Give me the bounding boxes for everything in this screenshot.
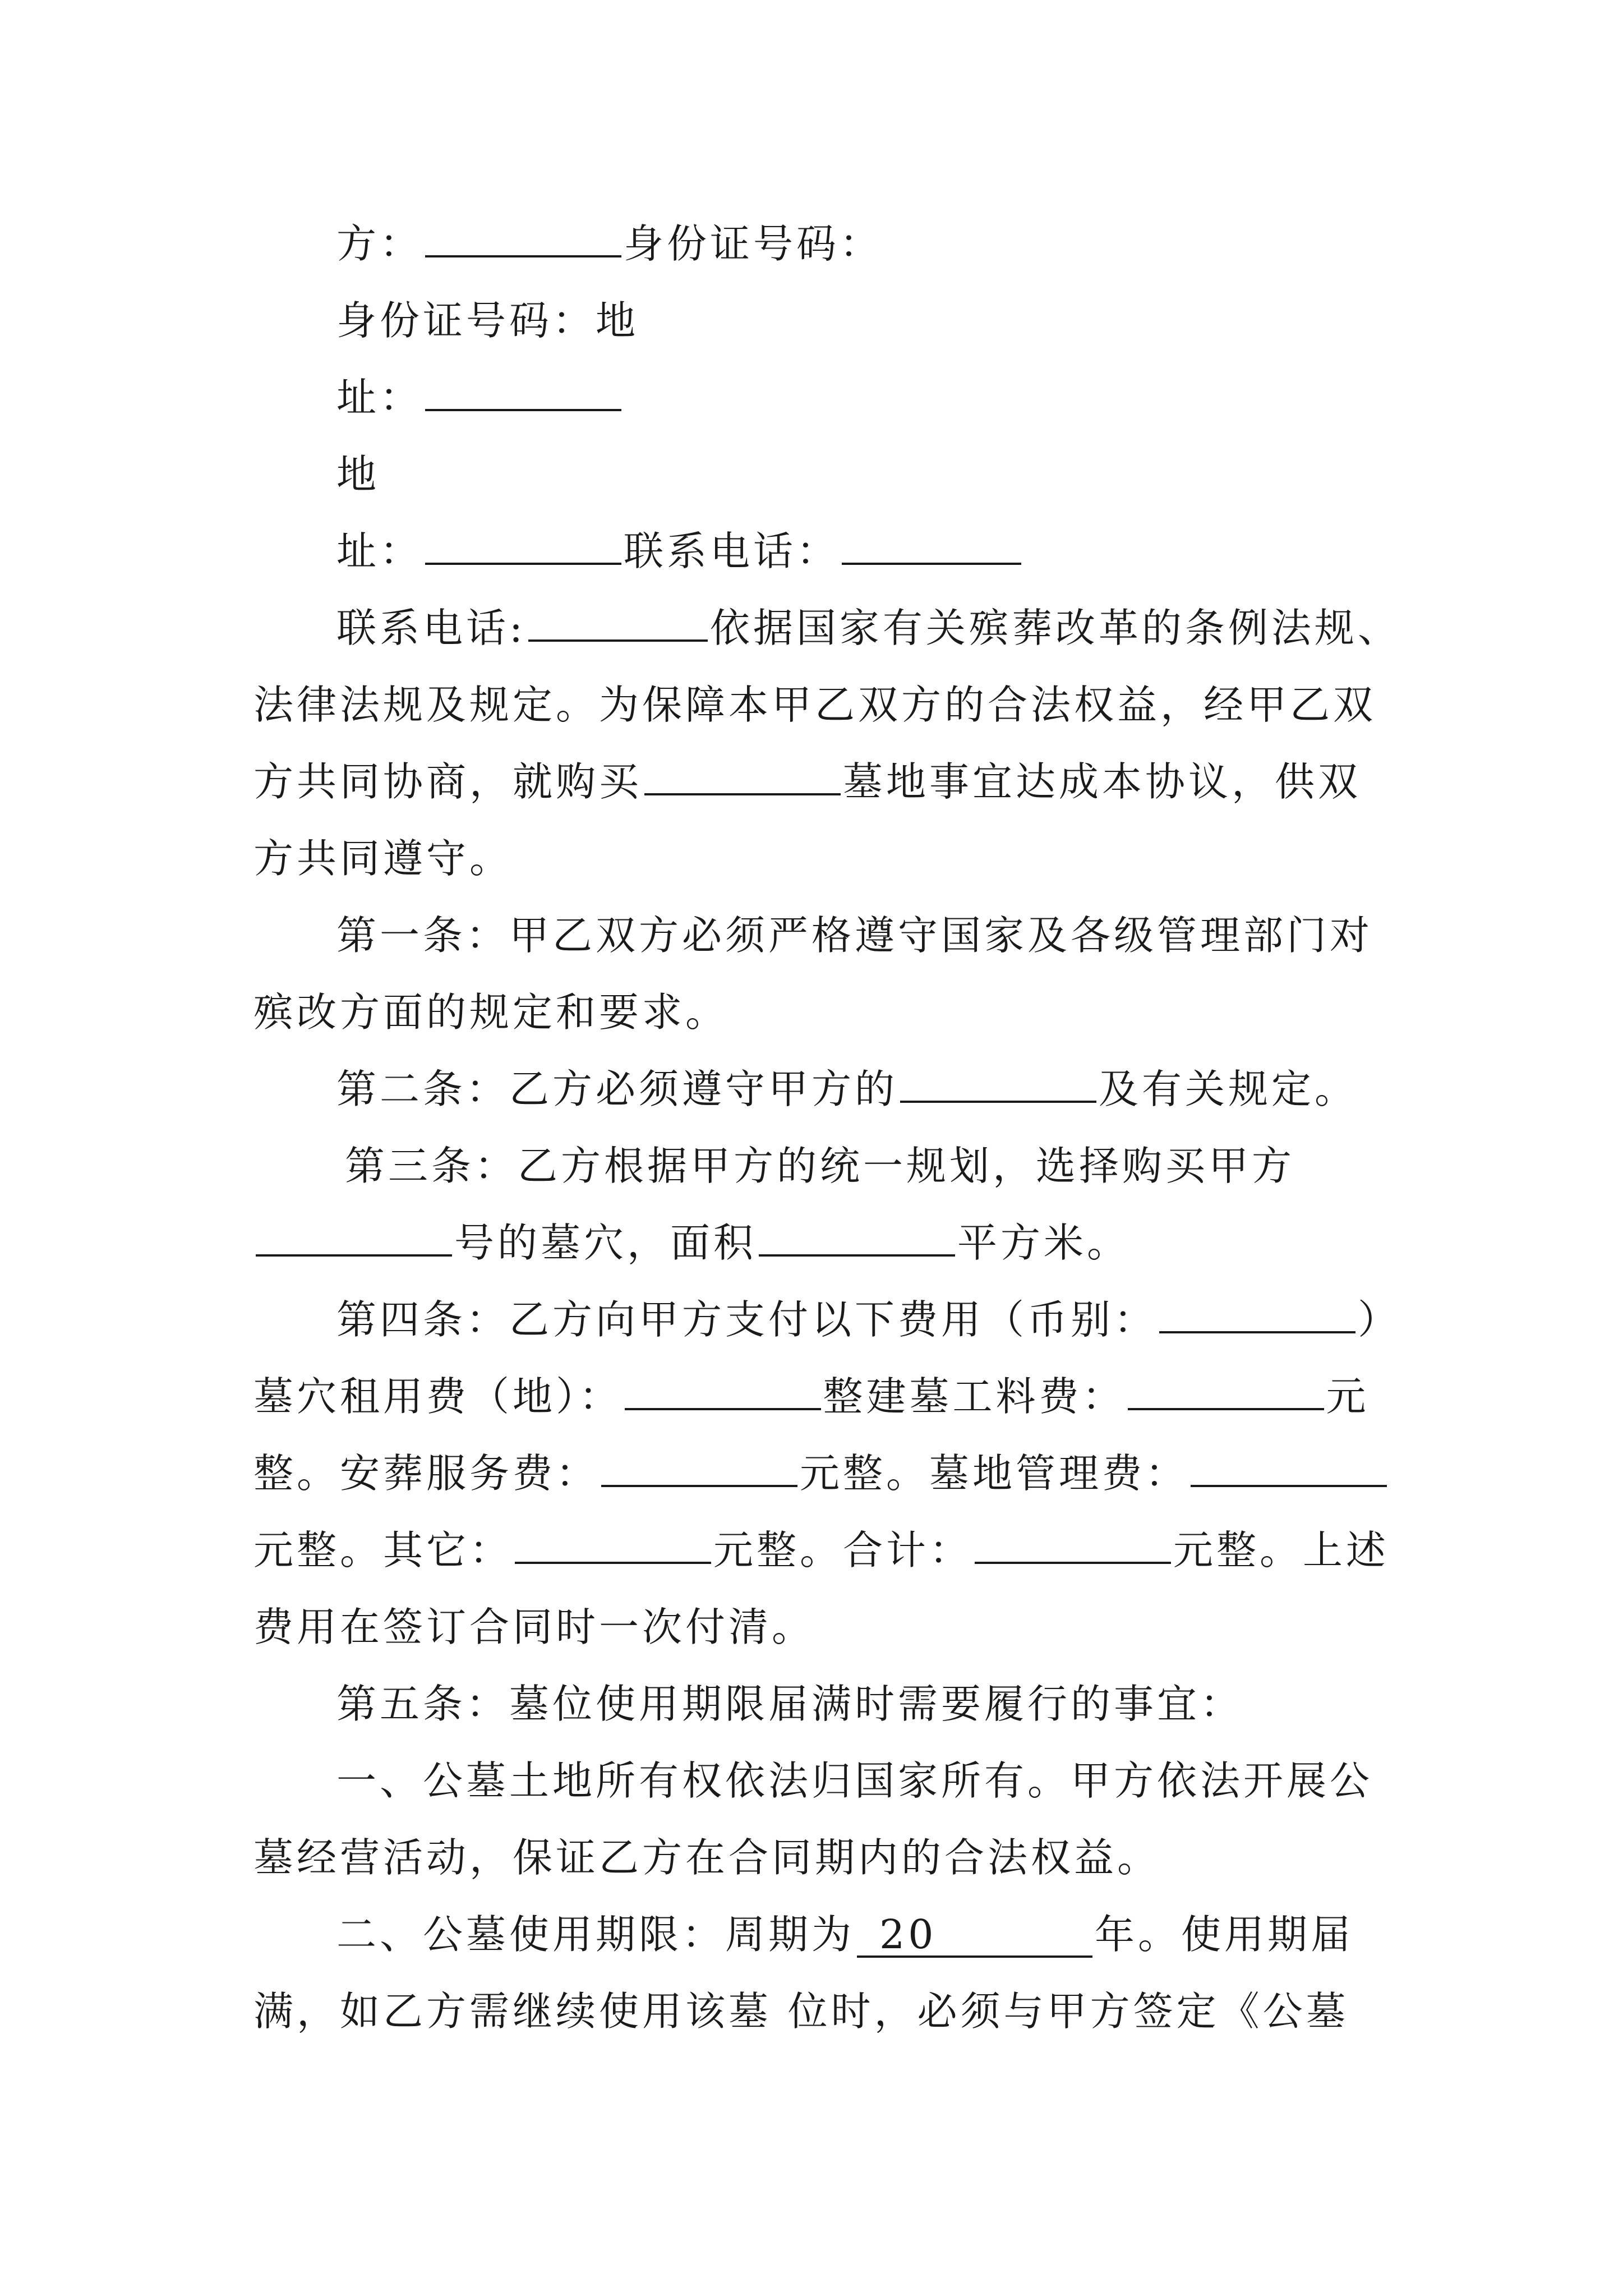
text: 殡改方面的规定和要求。 xyxy=(253,989,729,1036)
text: 依据国家有关殡葬改革的条例法规、 xyxy=(709,605,1401,651)
line-13 xyxy=(345,1138,1410,1194)
text: 满，如乙方需继续使用该墓 位时，必须与甲方签定《公墓 xyxy=(253,1988,1349,2035)
fill-blank xyxy=(842,526,1021,565)
text: 第三条：乙方根据甲方的统一规划，选择购买甲方 xyxy=(345,1143,1295,1189)
line-4 xyxy=(336,447,1402,503)
line-5 xyxy=(336,523,1402,579)
text: 方： xyxy=(336,220,423,267)
line-16 xyxy=(253,1369,1392,1425)
line-15 xyxy=(336,1292,1402,1348)
fill-blank xyxy=(644,756,841,795)
period-value: 20 xyxy=(857,1914,1092,1958)
text: 一、公墓土地所有权依法归国家所有。甲方依法开展公 xyxy=(336,1757,1373,1804)
fill-blank xyxy=(256,1217,452,1257)
line-18 xyxy=(253,1522,1392,1579)
text: 第二条：乙方必须遵守甲方的 xyxy=(336,1066,898,1112)
text: 平方米。 xyxy=(957,1220,1131,1266)
text: ） xyxy=(1358,1296,1401,1343)
text: 身份证号码： xyxy=(624,220,883,267)
text: 整。安葬服务费： xyxy=(253,1450,600,1497)
line-1 xyxy=(336,216,1402,272)
line-24 xyxy=(253,1984,1392,2040)
line-20 xyxy=(336,1676,1402,1732)
text: 及有关规定。 xyxy=(1099,1066,1358,1112)
text: 元整。上述 xyxy=(1173,1527,1390,1573)
line-23 xyxy=(336,1907,1402,1963)
fill-blank xyxy=(625,1371,821,1410)
line-6 xyxy=(336,600,1402,656)
text: 联系电话: xyxy=(336,605,526,651)
line-22 xyxy=(253,1830,1392,1886)
fill-blank xyxy=(425,526,621,565)
fill-blank xyxy=(601,1448,797,1487)
text: 元整。合计： xyxy=(713,1527,973,1573)
line-7 xyxy=(253,677,1392,733)
fill-blank xyxy=(515,1525,711,1564)
text: 年。使用期届 xyxy=(1095,1911,1354,1958)
text: 费用在签订合同时一次付清。 xyxy=(253,1604,815,1650)
line-2 xyxy=(336,293,1402,349)
text: 第五条：墓位使用期限届满时需要履行的事宜： xyxy=(336,1681,1244,1727)
text: 第四条：乙方向甲方支付以下费用（币别： xyxy=(336,1296,1158,1343)
line-10 xyxy=(336,908,1402,964)
text: 元整。墓地管理费： xyxy=(800,1450,1189,1497)
fill-blank xyxy=(1191,1448,1387,1487)
text: 身份证号码：地 xyxy=(336,297,639,344)
line-19 xyxy=(253,1599,1392,1655)
line-11 xyxy=(253,984,1392,1041)
text: 地 xyxy=(336,451,380,498)
line-14 xyxy=(253,1215,1392,1271)
text: 元整。其它： xyxy=(253,1527,513,1573)
text: 号的墓穴，面积 xyxy=(454,1220,757,1266)
fill-blank xyxy=(759,1217,955,1257)
line-9 xyxy=(253,831,1392,887)
line-3 xyxy=(336,370,1402,426)
text: 址： xyxy=(336,528,423,574)
text: 整建墓工料费： xyxy=(823,1373,1126,1420)
fill-blank xyxy=(1159,1294,1355,1333)
fill-blank xyxy=(425,372,621,411)
text: 法律法规及规定。为保障本甲乙双方的合法权益，经甲乙双 xyxy=(253,682,1377,728)
fill-blank xyxy=(1128,1371,1324,1410)
line-8 xyxy=(253,754,1392,810)
text: 第一条：甲乙双方必须严格遵守国家及各级管理部门对 xyxy=(336,912,1373,959)
text: 址： xyxy=(336,374,423,421)
text: 墓经营活动，保证乙方在合同期内的合法权益。 xyxy=(253,1834,1161,1881)
line-21 xyxy=(336,1753,1402,1809)
text: 墓穴租用费（地）： xyxy=(253,1373,623,1420)
text: 墓地事宜达成本协议，供双 xyxy=(843,758,1362,805)
text: 方共同协商，就购买 xyxy=(253,758,643,805)
fill-blank xyxy=(900,1064,1096,1103)
text: 联系电话： xyxy=(624,528,840,574)
text: 二、公墓使用期限：周期为 xyxy=(336,1911,855,1958)
line-12 xyxy=(336,1061,1402,1117)
text: 元 xyxy=(1326,1373,1370,1420)
fill-blank xyxy=(528,602,708,642)
fill-blank xyxy=(425,218,621,257)
line-17 xyxy=(253,1446,1392,1502)
text: 方共同遵守。 xyxy=(253,835,513,882)
fill-blank xyxy=(975,1525,1171,1564)
